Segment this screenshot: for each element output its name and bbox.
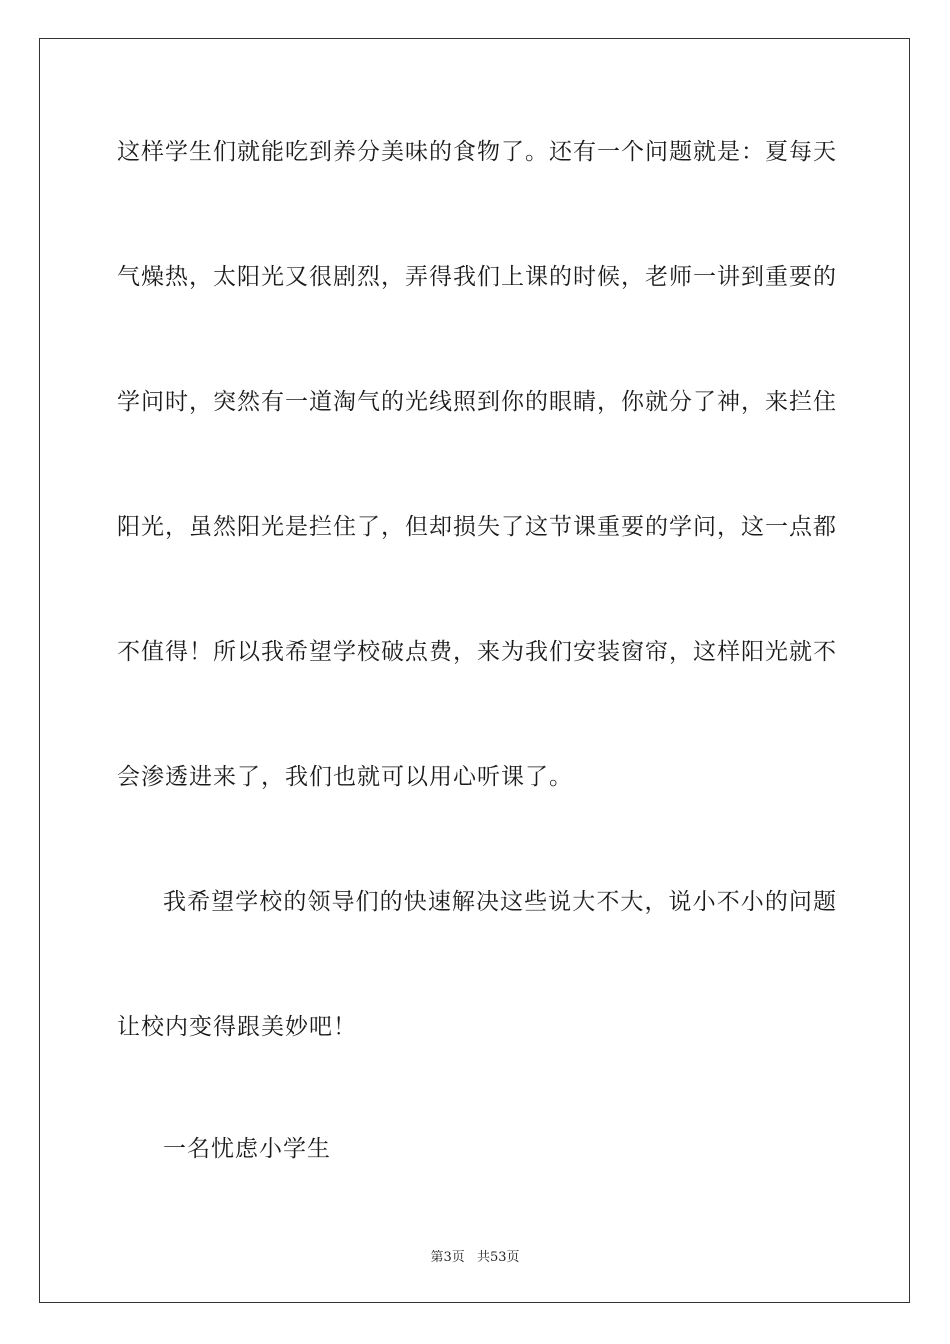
paragraph-line-7: 我希望学校的领导们的快速解决这些说大不大，说小不小的问题 [163, 889, 837, 915]
paragraph-line-8: 让校内变得跟美妙吧！ [117, 1014, 357, 1040]
total-pages: 共53页 [476, 1250, 520, 1265]
paragraph-line-2: 气燥热，太阳光又很剧烈，弄得我们上课的时候，老师一讲到重要的 [117, 264, 837, 290]
paragraph-line-3: 学问时，突然有一道淘气的光线照到你的眼睛，你就分了神，来拦住 [117, 389, 837, 415]
signature-line: 一名忧虑小学生 [163, 1136, 331, 1162]
paragraph-line-4: 阳光，虽然阳光是拦住了，但却损失了这节课重要的学问，这一点都 [117, 514, 837, 540]
page-footer [0, 1249, 950, 1267]
page-border [39, 38, 910, 1303]
page-number: 第3页 [430, 1250, 465, 1265]
paragraph-line-1: 这样学生们就能吃到养分美味的食物了。还有一个问题就是：夏每天 [117, 139, 837, 165]
paragraph-line-5: 不值得！所以我希望学校破点费，来为我们安装窗帘，这样阳光就不 [117, 639, 837, 665]
paragraph-line-6: 会渗透进来了，我们也就可以用心听课了。 [117, 764, 573, 790]
